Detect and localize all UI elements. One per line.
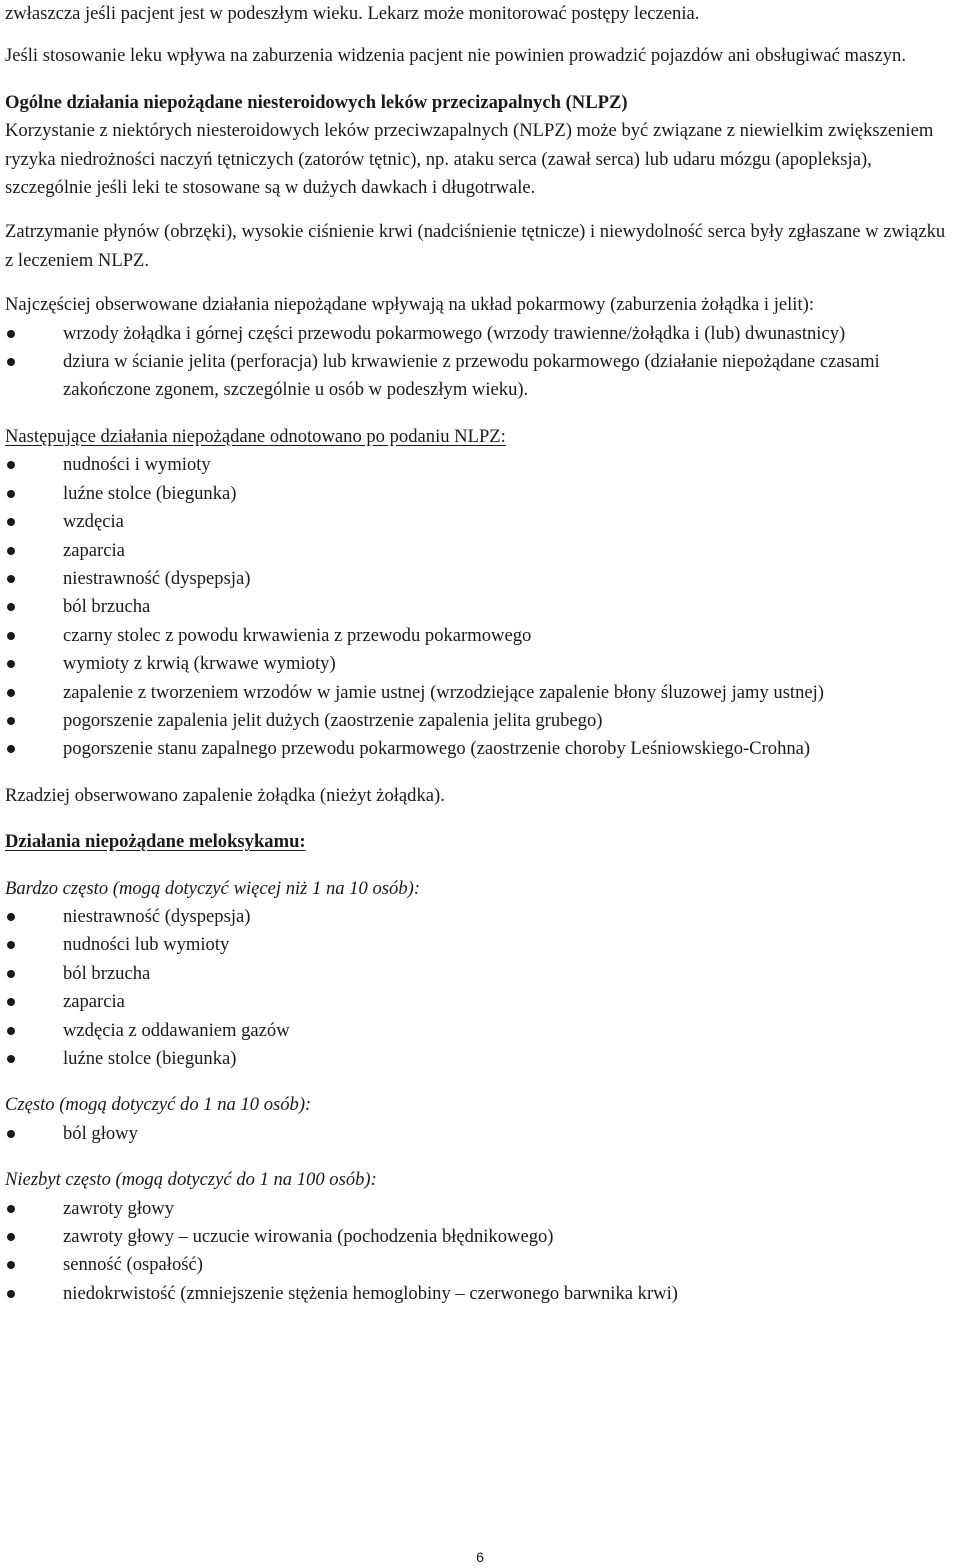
intro-line: zwłaszcza jeśli pacjent jest w podeszłym wieku. Lekarz może monitorować postępy leczenia. xyxy=(5,3,700,24)
gi-effects-intro: Najczęściej obserwowane działania niepożądane wpływają na układ pokarmowy (zaburzenia żołądka i jelit): xyxy=(5,294,814,316)
driving-warning: Jeśli stosowanie leku wpływa na zaburzenia widzenia pacjent nie powinien prowadzić pojazdów ani obsługiwać maszyn. xyxy=(5,45,906,67)
list-item: zaparcia xyxy=(5,537,955,565)
list-item: pogorszenie zapalenia jelit dużych (zaostrzenie zapalenia jelita grubego) xyxy=(5,707,955,735)
fluid-retention-paragraph: Zatrzymanie płynów (obrzęki), wysokie ciśnienie krwi (nadciśnienie tętnicze) i niewydolność serca były zgłaszane w związku z leczeniem NLPZ. xyxy=(5,221,946,271)
list-item: ból głowy xyxy=(5,1120,955,1148)
list-item: luźne stolce (biegunka) xyxy=(5,480,955,508)
list-item: niedokrwistość (zmniejszenie stężenia hemoglobiny – czerwonego barwnika krwi) xyxy=(5,1280,955,1308)
list-item: niestrawność (dyspepsja) xyxy=(5,565,955,593)
list-item: wzdęcia z oddawaniem gazów xyxy=(5,1017,955,1045)
meloxicam-heading: Działania niepożądane meloksykamu: xyxy=(5,831,306,853)
list-item: zaparcia xyxy=(5,988,955,1016)
reported-effects-list xyxy=(5,451,955,763)
list-item: ból brzucha xyxy=(5,960,955,988)
list-item: nudności i wymioty xyxy=(5,451,955,479)
page-number: 6 xyxy=(476,1549,484,1565)
rare-effects-paragraph: Rzadziej obserwowano zapalenie żołądka (nieżyt żołądka). xyxy=(5,784,445,806)
very-common-list xyxy=(5,903,955,1073)
list-item: zapalenie z tworzeniem wrzodów w jamie ustnej (wrzodziejące zapalenie błony śluzowej jamy ustnej) xyxy=(5,679,955,707)
reported-effects-heading: Następujące działania niepożądane odnotowano po podaniu NLPZ: xyxy=(5,425,506,447)
list-item: niestrawność (dyspepsja) xyxy=(5,903,955,931)
common-list xyxy=(5,1120,955,1148)
gi-effects-list xyxy=(5,320,955,405)
list-item: zawroty głowy xyxy=(5,1195,955,1223)
list-item: zawroty głowy – uczucie wirowania (pochodzenia błędnikowego) xyxy=(5,1223,955,1251)
very-common-label: Bardzo często (mogą dotyczyć więcej niż 1 na 10 osób): xyxy=(5,877,421,899)
list-item: luźne stolce (biegunka) xyxy=(5,1045,955,1073)
list-item: pogorszenie stanu zapalnego przewodu pokarmowego (zaostrzenie choroby Leśniowskiego-Crohna) xyxy=(5,735,955,763)
uncommon-label: Niezbyt często (mogą dotyczyć do 1 na 100 osób): xyxy=(5,1169,377,1191)
list-item: dziura w ścianie jelita (perforacja) lub krwawienie z przewodu pokarmowego (działanie niepożądane czasami zakończone zgonem, szczególnie u osób w podeszłym wieku). xyxy=(5,348,955,405)
nsaid-risk-paragraph: Korzystanie z niektórych niesteroidowych leków przeciwzapalnych (NLPZ) może być związane z niewielkim zwiększeniem ryzyka niedrożności naczyń tętniczych (zatorów tętnic), np. ataku serca (zawał serca) lub udaru mózgu (apopleksja), szczególnie jeśli leki te stosowane są w dużych dawkach i długotrwale. xyxy=(5,120,934,199)
list-item: wymioty z krwią (krwawe wymioty) xyxy=(5,650,955,678)
document-page xyxy=(5,0,955,1308)
list-item: senność (ospałość) xyxy=(5,1251,955,1279)
list-item: wrzody żołądka i górnej części przewodu pokarmowego (wrzody trawienne/żołądka i (lub) dwunastnicy) xyxy=(5,320,955,348)
nsaid-heading: Ogólne działania niepożądane niesteroidowych leków przecizapalnych (NLPZ) xyxy=(5,91,628,113)
list-item: czarny stolec z powodu krwawienia z przewodu pokarmowego xyxy=(5,622,955,650)
common-label: Często (mogą dotyczyć do 1 na 10 osób): xyxy=(5,1094,312,1116)
list-item: ból brzucha xyxy=(5,593,955,621)
uncommon-list xyxy=(5,1195,955,1309)
list-item: nudności lub wymioty xyxy=(5,931,955,959)
list-item: wzdęcia xyxy=(5,508,955,536)
